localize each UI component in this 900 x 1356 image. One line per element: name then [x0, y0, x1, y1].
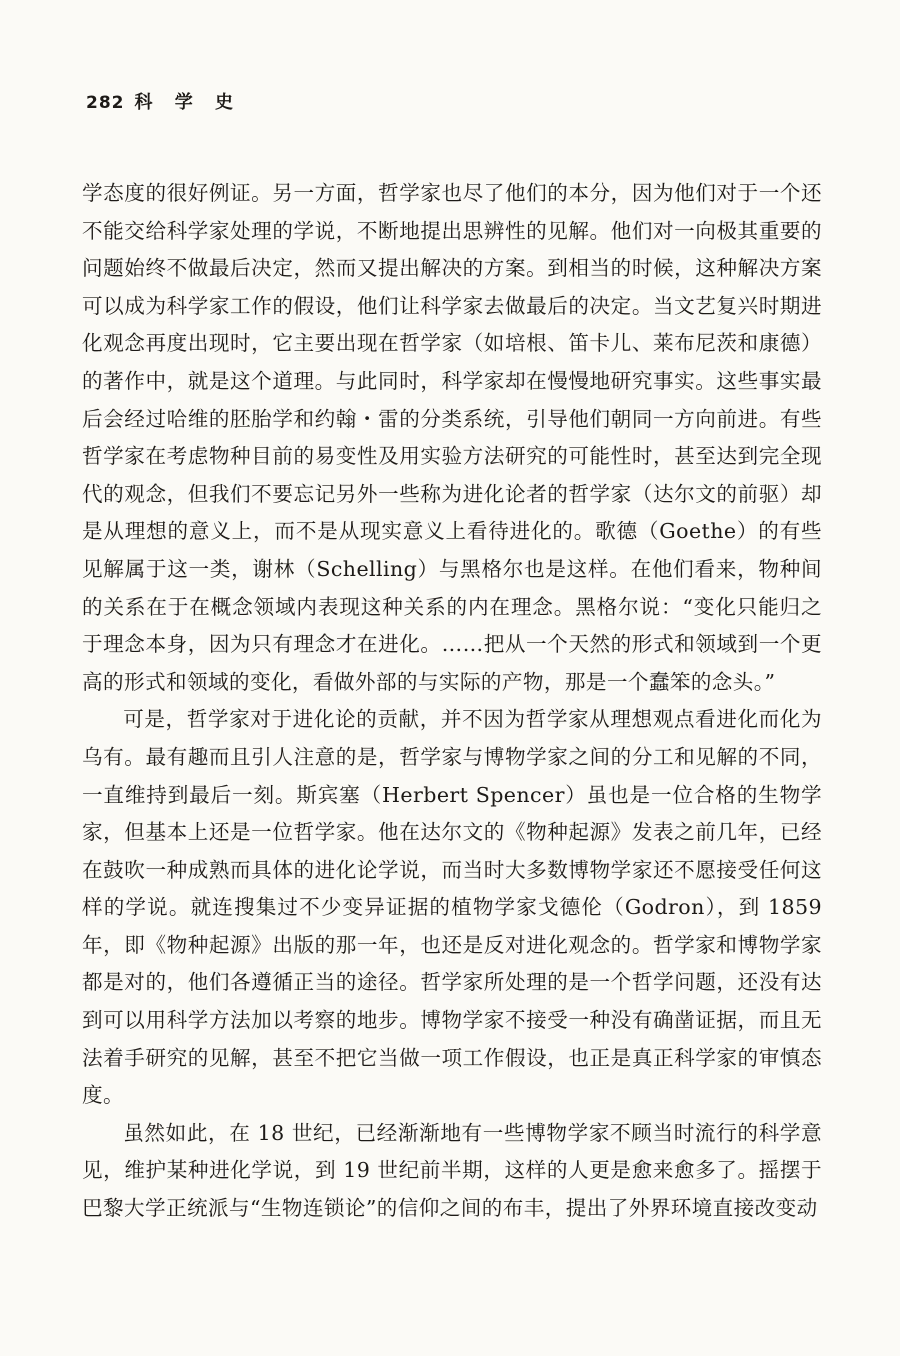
body-text	[82, 175, 822, 1228]
paragraph-1: 学态度的很好例证。另一方面，哲学家也尽了他们的本分，因为他们对于一个还不能交给科学家处理的学说，不断地提出思辨性的见解。他们对一向极其重要的问题始终不做最后决定，然而又提出解决的方案。到相当的时候，这种解决方案可以成为科学家工作的假设，他们让科学家去做最后的决定。当文艺复兴时期进化观念再度出现时，它主要出现在哲学家（如培根、笛卡儿、莱布尼茨和康德）的著作中，就是这个道理。与此同时，科学家却在慢慢地研究事实。这些事实最后会经过哈维的胚胎学和约翰・雷的分类系统，引导他们朝同一方向前进。有些哲学家在考虑物种目前的易变性及用实验方法研究的可能性时，甚至达到完全现代的观念，但我们不要忘记另外一些称为进化论者的哲学家（达尔文的前驱）却是从理想的意义上，而不是从现实意义上看待进化的。歌德（Goethe）的有些见解属于这一类，谢林（Schelling）与黑格尔也是这样。在他们看来，物种间的关系在于在概念领域内表现这种关系的内在理念。黑格尔说：“变化只能归之于理念本身，因为只有理念才在进化。……把从一个天然的形式和领域到一个更高的形式和领域的变化，看做外部的与实际的产物，那是一个蠢笨的念头。”	[82, 181, 822, 694]
book-title: 科 学 史	[134, 92, 242, 113]
paragraph-2: 可是，哲学家对于进化论的贡献，并不因为哲学家从理想观点看进化而化为乌有。最有趣而且引人注意的是，哲学家与博物学家之间的分工和见解的不同，一直维持到最后一刻。斯宾塞（Herbert Spencer）虽也是一位合格的生物学家，但基本上还是一位哲学家。他在达尔文的《物种起源》发表之前几年，已经在鼓吹一种成熟而具体的进化论学说，而当时大多数博物学家还不愿接受任何这样的学说。就连搜集过不少变异证据的植物学家戈德伦（Godron），到 1859 年，即《物种起源》出版的那一年，也还是反对进化观念的。哲学家和博物学家都是对的，他们各遵循正当的途径。哲学家所处理的是一个哲学问题，还没有达到可以用科学方法加以考察的地步。博物学家不接受一种没有确凿证据，而且无法着手研究的见解，甚至不把它当做一项工作假设，也正是真正科学家的审慎态度。	[82, 707, 822, 1108]
paragraph-3: 虽然如此，在 18 世纪，已经渐渐地有一些博物学家不顾当时流行的科学意见，维护某种进化学说，到 19 世纪前半期，这样的人更是愈来愈多了。摇摆于巴黎大学正统派与“生物连锁论”的信仰之间的布丰，提出了外界环境直接改变动	[82, 1120, 822, 1221]
page-number: 282	[86, 93, 125, 113]
page-header	[86, 88, 241, 114]
